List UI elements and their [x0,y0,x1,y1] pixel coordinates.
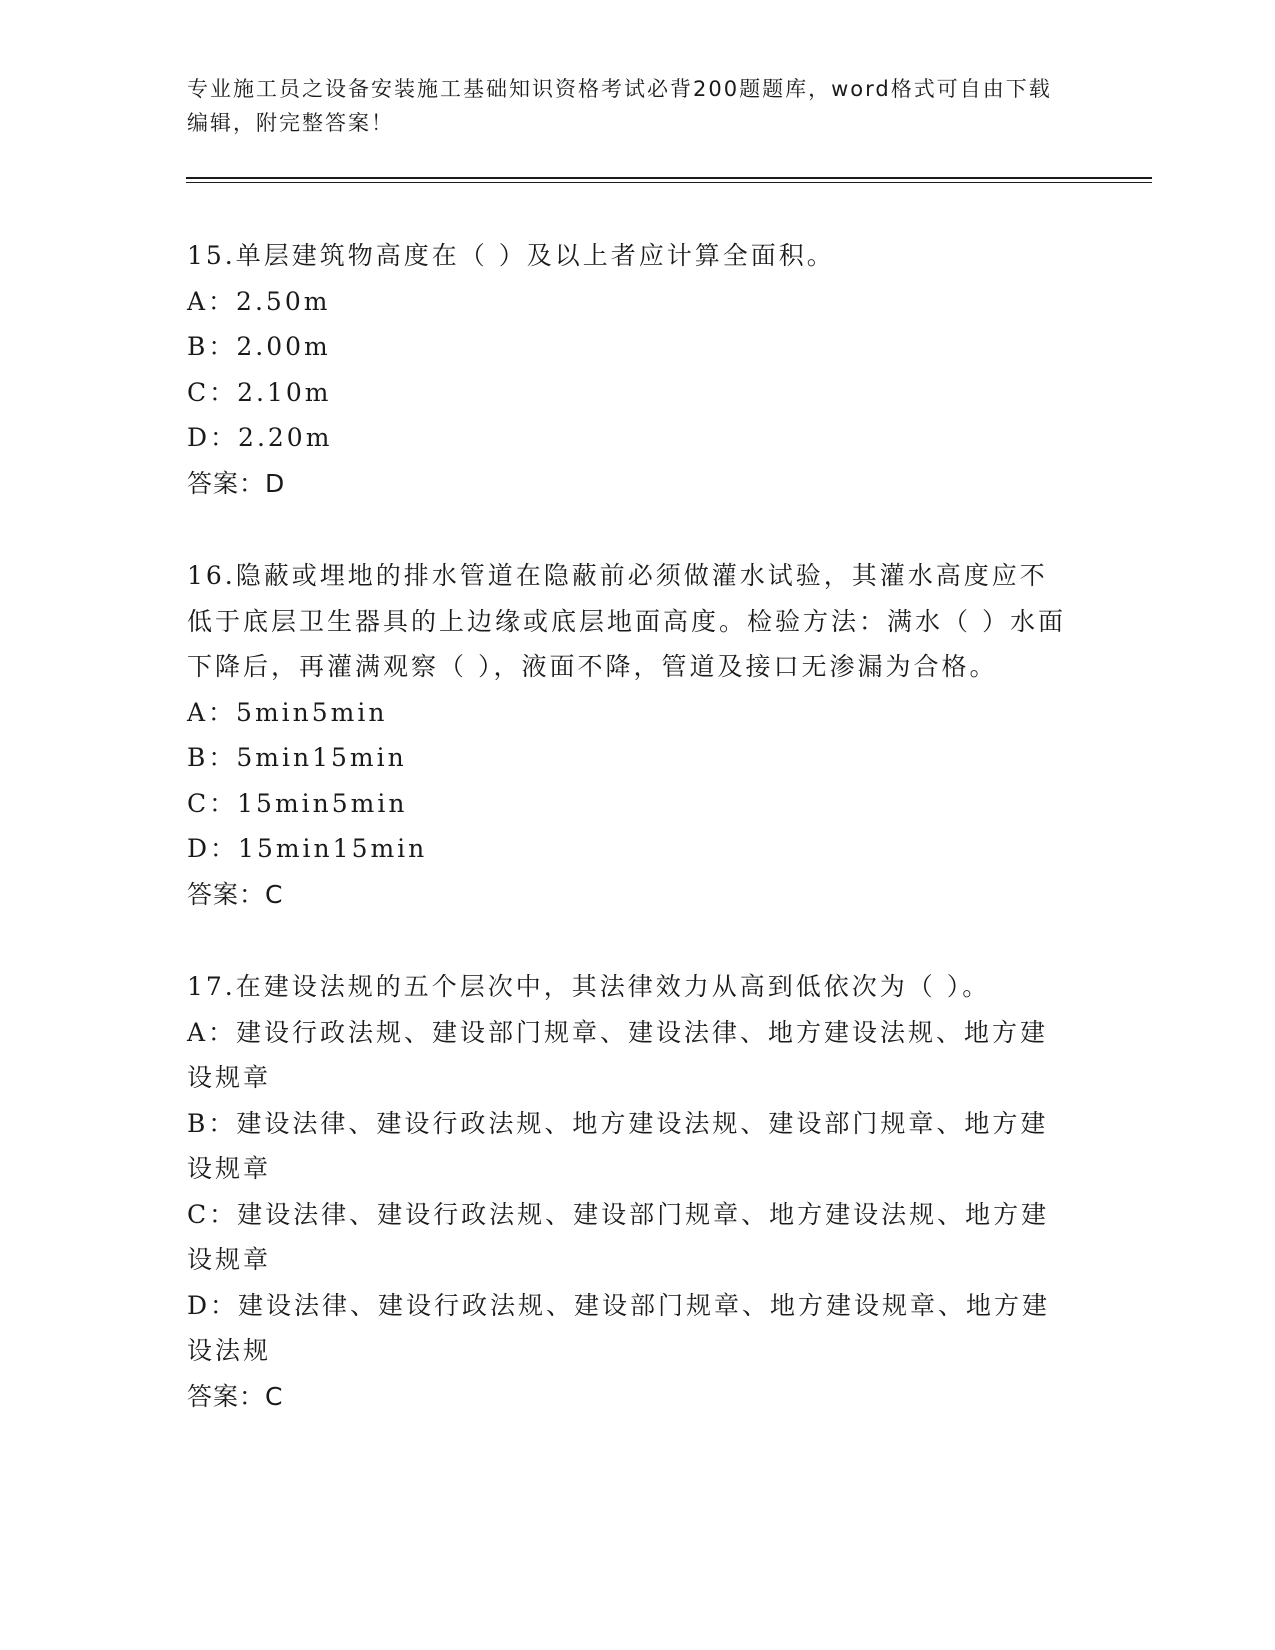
question-15 [187,233,1067,506]
header-divider-thick [186,177,1152,179]
question-stem: 15.单层建筑物高度在（ ）及以上者应计算全面积。 [187,241,835,270]
question-16 [187,553,1067,917]
option-a: A：2.50m [187,286,331,316]
answer-line: 答案：D [187,468,286,498]
option-b: B：2.00m [187,332,331,361]
option-c: C：2.10m [187,377,332,407]
option-b: B：建设法律、建设行政法规、地方建设法规、建设部门规章、地方建设规章 [187,1108,1049,1183]
option-a: A：5min5min [187,697,388,727]
option-d: D：2.20m [187,423,333,452]
option-b: B：5min15min [187,743,407,772]
answer-line: 答案：C [187,1381,284,1411]
question-stem: 17.在建设法规的五个层次中，其法律效力从高到低依次为（ ）。 [187,972,991,1001]
answer-line: 答案：C [187,879,284,909]
question-stem: 16.隐蔽或埋地的排水管道在隐蔽前必须做灌水试验，其灌水高度应不低于底层卫生器具的上边缘或底层地面高度。检验方法：满水（ ）水面下降后，再灌满观察（ ），液面不降，管道及接口无渗漏为合格。 [187,561,1066,681]
option-c: C：建设法律、建设行政法规、建设部门规章、地方建设法规、地方建设规章 [187,1199,1050,1274]
option-a: A：建设行政法规、建设部门规章、建设法律、地方建设法规、地方建设规章 [187,1017,1049,1092]
option-d: D：15min15min [187,834,428,863]
page-header [187,72,1067,140]
option-c: C：15min5min [187,788,408,818]
option-d: D：建设法律、建设行政法规、建设部门规章、地方建设规章、地方建设法规 [187,1290,1051,1365]
header-title: 专业施工员之设备安装施工基础知识资格考试必背200题题库，word格式可自由下载编辑，附完整答案！ [187,77,1052,135]
header-divider-thin [186,182,1152,183]
question-17 [187,964,1067,1419]
